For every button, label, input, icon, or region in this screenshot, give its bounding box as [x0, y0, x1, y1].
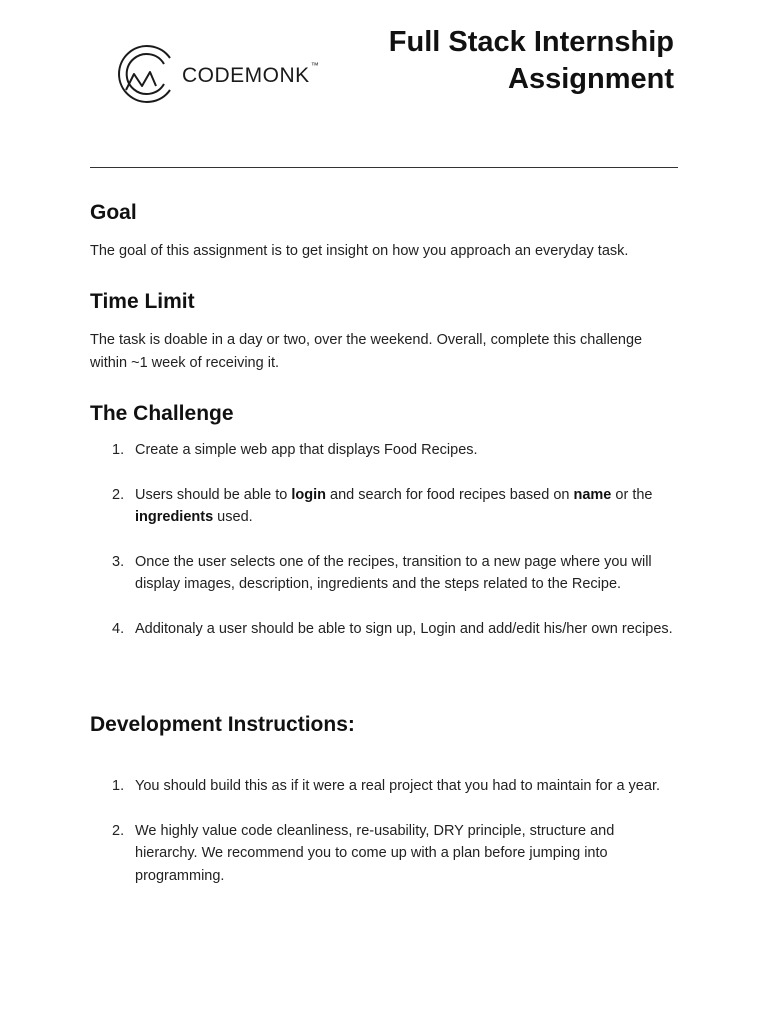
goal-heading: Goal	[90, 201, 137, 224]
development-list	[90, 775, 680, 887]
development-heading: Development Instructions:	[90, 713, 355, 736]
codemonk-logo-icon	[112, 44, 178, 104]
document-title: Full Stack Internship Assignment	[388, 26, 674, 95]
goal-text: The goal of this assignment is to get insight on how you approach an everyday task.	[90, 243, 629, 259]
codemonk-logo	[112, 44, 319, 104]
list-item: 3. Once the user selects one of the recipes, transition to a new page where you will display images, description, ingredients and the steps related to the Recipe.	[112, 553, 652, 592]
list-item: 4. Additonaly a user should be able to sign up, Login and add/edit his/her own recipes.	[112, 620, 673, 637]
challenge-list	[90, 439, 680, 640]
list-item: 2. We highly value code cleanliness, re-usability, DRY principle, structure and hierarchy. We recommend you to come up with a plan before jumping into programming.	[112, 822, 615, 884]
list-item: 1. You should build this as if it were a real project that you had to maintain for a year.	[112, 778, 660, 794]
header-divider	[90, 167, 678, 168]
list-item: 1. Create a simple web app that displays Food Recipes.	[112, 442, 478, 458]
emphasis-login: login	[291, 486, 327, 503]
time-limit-heading: Time Limit	[90, 290, 195, 313]
logo-wordmark: CODEMONK™	[182, 61, 320, 87]
list-item: 2. Users should be able to login and search for food recipes based on name or the ingredients used.	[112, 486, 653, 525]
challenge-heading: The Challenge	[90, 402, 234, 425]
time-limit-text: The task is doable in a day or two, over the weekend. Overall, complete this challenge within ~1 week of receiving it.	[90, 332, 643, 371]
emphasis-ingredients: ingredients	[135, 509, 214, 525]
emphasis-name: name	[573, 486, 612, 503]
